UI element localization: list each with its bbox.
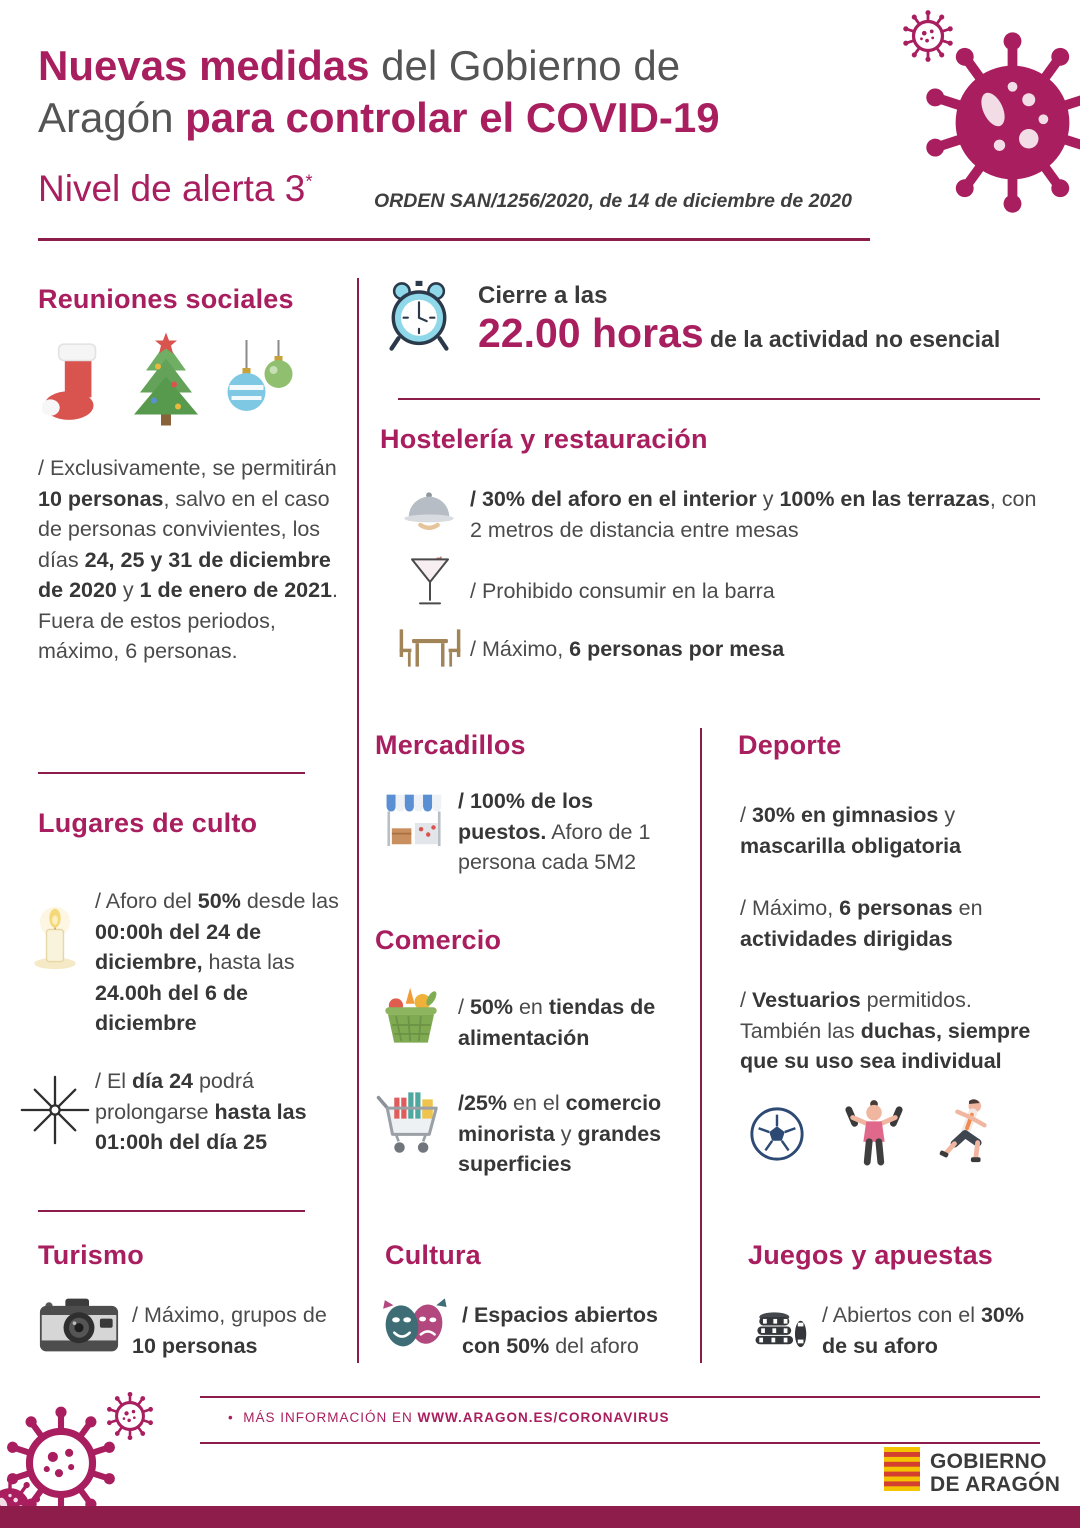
seg: Nuevas medidas (38, 42, 370, 89)
seg: / El (95, 1069, 133, 1093)
logo-line-1: GOBIERNO (930, 1450, 1047, 1473)
table-chairs-icon (398, 628, 462, 668)
seg: 10 personas (38, 486, 164, 511)
seg: Vestuarios (751, 988, 861, 1012)
seg: 100% en las terrazas (779, 487, 990, 511)
seg: para controlar el COVID-19 (185, 94, 720, 142)
closure-line-2 (478, 310, 1038, 357)
seg: Aragón (38, 94, 186, 142)
theater-masks-icon (378, 1296, 450, 1354)
hosteleria-item-3 (470, 634, 1030, 665)
closure-time: 22.00 horas (478, 310, 704, 356)
seg: mascarilla obligatoria (740, 833, 962, 858)
seg: y (116, 578, 140, 603)
header-divider (38, 238, 870, 241)
virus-icon (915, 25, 1080, 220)
hosteleria-item-1 (470, 484, 1042, 545)
camera-icon (38, 1295, 120, 1355)
seg: /25% (458, 1091, 508, 1115)
section-heading-juegos: Juegos y apuestas (748, 1240, 994, 1270)
section-heading-cultura: Cultura (385, 1240, 481, 1270)
footer-divider-top (200, 1396, 1040, 1398)
runner-icon (938, 1098, 998, 1170)
comercio-item-2 (458, 1088, 698, 1180)
bottom-bar (0, 1506, 1080, 1528)
virus-icon (104, 1390, 156, 1442)
seg: / Máximo, (470, 637, 570, 661)
section-heading-reuniones: Reuniones sociales (38, 284, 294, 314)
column-divider (700, 728, 702, 1363)
section-heading-culto: Lugares de culto (38, 808, 258, 838)
footer-divider-bottom (200, 1442, 1040, 1444)
hosteleria-item-2: / Prohibido consumir en la barra (470, 579, 775, 603)
juegos-item (822, 1300, 1037, 1361)
section-heading-turismo: Turismo (38, 1240, 144, 1270)
footer-info (228, 1410, 670, 1425)
seg: / (740, 803, 752, 827)
christmas-tree-icon (126, 332, 206, 428)
section-heading-mercadillos: Mercadillos (375, 730, 526, 760)
seg: / 30% del aforo en el interior (470, 487, 757, 511)
soccer-ball-icon (748, 1105, 806, 1163)
comercio-item-1 (458, 992, 688, 1053)
deporte-item-1 (740, 800, 1030, 861)
seg: y (756, 487, 780, 511)
page-title (38, 40, 898, 144)
alert-level (38, 168, 313, 210)
seg: Aforo de 1 persona cada 5M2 (458, 819, 651, 875)
logo-line-2: DE ARAGÓN (930, 1473, 1061, 1497)
seg: hasta las (202, 950, 295, 975)
seg: / 100% de los puestos. (458, 789, 594, 844)
seg: 1 de enero de 2021 (139, 578, 333, 603)
closure-suffix: de la actividad no esencial (703, 326, 1001, 352)
seg: 6 personas por mesa (569, 637, 785, 661)
section-divider (38, 1210, 305, 1212)
seg: / (458, 995, 470, 1019)
seg: / Espacios abiertos con 50% (462, 1303, 658, 1358)
cocktail-icon (408, 550, 452, 614)
seg: y (554, 1121, 578, 1146)
seg: 24.00h del 6 de diciembre (95, 980, 248, 1036)
poker-chips-icon (748, 1298, 810, 1353)
seg: del aforo (549, 1333, 639, 1358)
seg: 00:00h del 24 de diciembre, (95, 919, 262, 975)
seg: 6 personas (839, 896, 953, 920)
seg: comercio minorista (458, 1091, 662, 1146)
seg: 50% (197, 889, 241, 913)
aragon-flag-icon (884, 1447, 920, 1491)
seg: en (513, 995, 549, 1019)
star-icon (20, 1075, 90, 1145)
turismo-item (132, 1300, 332, 1361)
seg: , salvo en el caso de personas convivientes, los días (38, 486, 330, 572)
seg: duchas, siempre que su uso sea individual (740, 1018, 1031, 1074)
seg: 10 personas (132, 1333, 258, 1358)
seg: permitidos. También las (740, 988, 972, 1043)
deporte-item-3 (740, 985, 1045, 1077)
footer-url: WWW.ARAGON.ES/CORONAVIRUS (417, 1410, 670, 1425)
reuniones-text (38, 453, 338, 667)
alarm-clock-icon (383, 280, 455, 352)
seg: tiendas de alimentación (458, 995, 656, 1050)
section-heading-hosteleria: Hostelería y restauración (380, 424, 708, 454)
order-reference: ORDEN SAN/1256/2020, de 14 de diciembre de 2020 (374, 190, 852, 212)
seg: 30% de su aforo (822, 1303, 1024, 1358)
seg: / Aforo del (95, 889, 198, 913)
section-heading-deporte: Deporte (738, 730, 842, 760)
seg: del Gobierno de (369, 42, 681, 89)
seg: / Máximo, (740, 896, 840, 920)
candle-icon (22, 905, 88, 971)
seg: hasta las 01:00h del día 25 (95, 1099, 307, 1155)
weightlifter-icon (843, 1098, 905, 1168)
seg: actividades dirigidas (740, 926, 953, 951)
seg: , con 2 metros de distancia entre mesas (470, 487, 1037, 542)
cultura-item (462, 1300, 687, 1361)
closure-block (478, 282, 1038, 357)
seg: . Fuera de estos periodos, máximo, 6 personas. (38, 578, 339, 664)
section-heading-comercio: Comercio (375, 925, 502, 955)
section-divider (398, 398, 1040, 400)
deporte-item-2 (740, 893, 1030, 954)
seg: 24, 25 y 31 de diciembre de 2020 (38, 547, 331, 603)
seg: 50% (469, 995, 513, 1019)
seg: / Exclusivamente, se permitirán (38, 456, 337, 480)
culto-item-2 (95, 1066, 343, 1158)
seg: MÁS INFORMACIÓN EN (243, 1410, 418, 1425)
baubles-icon (222, 340, 298, 430)
seg: grandes superficies (458, 1121, 662, 1177)
alert-asterisk: * (305, 170, 313, 192)
closure-intro: Cierre a las (478, 282, 608, 309)
seg: y (938, 803, 956, 827)
seg: / Máximo, grupos de (132, 1303, 327, 1327)
title-line-1 (38, 40, 898, 92)
seg: en (952, 896, 983, 920)
seg: podrá prolongarse (95, 1069, 254, 1124)
stocking-icon (42, 340, 104, 426)
shopping-cart-icon (375, 1085, 445, 1161)
seg: día 24 (132, 1069, 193, 1093)
market-stall-icon (383, 790, 445, 856)
column-divider (357, 278, 359, 1363)
cloche-icon (400, 486, 458, 532)
section-divider (38, 772, 305, 774)
seg: / Abiertos con el (822, 1303, 981, 1327)
seg: Nivel de alerta 3 (38, 168, 306, 209)
seg: / (740, 988, 752, 1012)
seg: en el (507, 1091, 566, 1115)
seg: 30% en gimnasios (751, 803, 939, 827)
mercadillos-item (458, 786, 680, 878)
culto-item-1 (95, 886, 347, 1039)
seg: desde las (240, 889, 339, 913)
title-line-2 (38, 92, 898, 144)
bullet-icon: • (228, 1410, 234, 1425)
government-logo (930, 1450, 1060, 1496)
grocery-basket-icon (380, 985, 442, 1049)
